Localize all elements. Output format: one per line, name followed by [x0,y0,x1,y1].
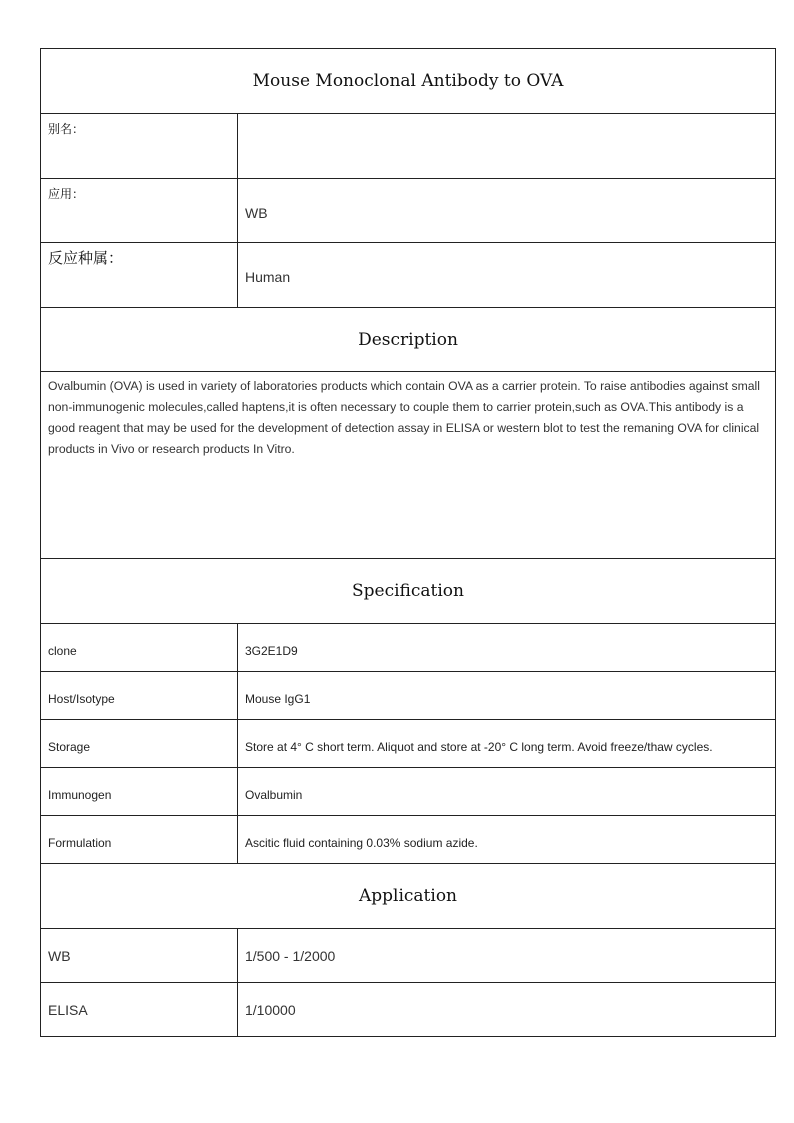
datasheet-table [40,48,776,1037]
spec-label-host: Host/Isotype [41,672,238,720]
spec-value-formulation: Ascitic fluid containing 0.03% sodium azide. [238,816,776,864]
spec-label-immunogen: Immunogen [41,768,238,816]
field-row-application [41,179,776,243]
reactivity-value: Human [238,243,776,308]
application-value: WB [238,179,776,243]
product-title: Mouse Monoclonal Antibody to OVA [41,49,776,114]
field-row-reactivity [41,243,776,308]
field-row-alias [41,114,776,179]
app-row-wb [41,929,776,983]
app-value-elisa: 1/10000 [238,983,776,1037]
alias-value [238,114,776,179]
spec-label-formulation: Formulation [41,816,238,864]
spec-row-host [41,672,776,720]
spec-value-clone: 3G2E1D9 [238,624,776,672]
specification-heading: Specification [41,559,776,624]
spec-row-immunogen [41,768,776,816]
alias-label: 别名： [41,114,238,179]
spec-label-storage: Storage [41,720,238,768]
spec-value-immunogen: Ovalbumin [238,768,776,816]
spec-value-host: Mouse IgG1 [238,672,776,720]
application-heading: Application [41,864,776,929]
spec-row-formulation [41,816,776,864]
description-heading-row [41,308,776,372]
spec-value-storage: Store at 4° C short term. Aliquot and store at -20° C long term. Avoid freeze/thaw cycles. [238,720,776,768]
application-heading-row [41,864,776,929]
app-value-wb: 1/500 - 1/2000 [238,929,776,983]
description-row [41,372,776,559]
spec-row-clone [41,624,776,672]
title-row [41,49,776,114]
specification-heading-row [41,559,776,624]
description-text: Ovalbumin (OVA) is used in variety of laboratories products which contain OVA as a carrier protein. To raise antibodies against small non-immunogenic molecules,called haptens,it is often necessary to couple them to carrier protein,such as OVA.This antibody is a good reagent that may be used for the development of detection assay in ELISA or western blot to test the remaning OVA for clinical products in Vivo or research products In Vitro. [41,372,776,559]
description-heading: Description [41,308,776,372]
app-label-elisa: ELISA [41,983,238,1037]
application-label: 应用： [41,179,238,243]
app-label-wb: WB [41,929,238,983]
spec-label-clone: clone [41,624,238,672]
app-row-elisa [41,983,776,1037]
reactivity-label: 反应种属： [41,243,238,308]
spec-row-storage [41,720,776,768]
